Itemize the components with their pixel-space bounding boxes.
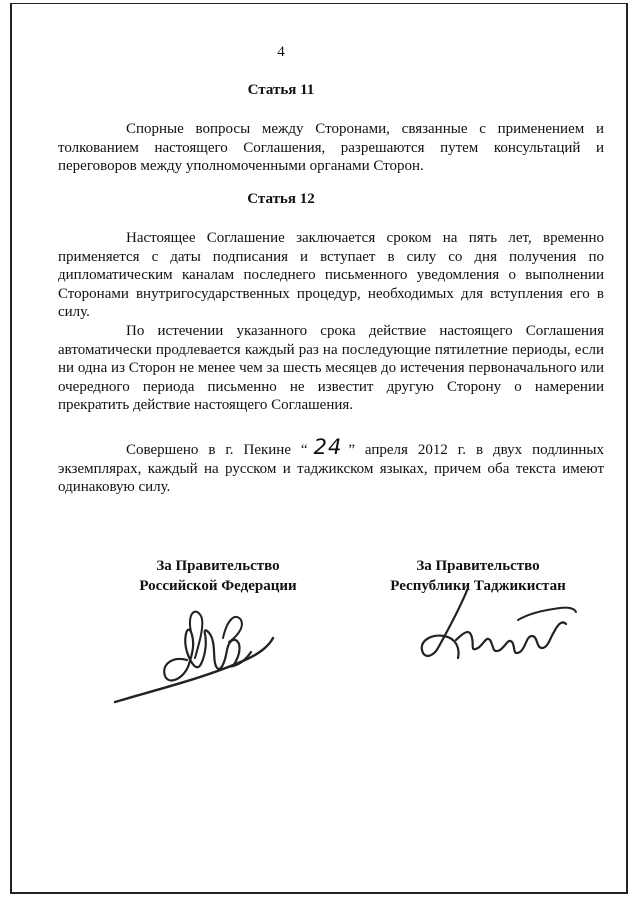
signature-left: [95, 598, 285, 710]
signatory-left-title: [98, 556, 338, 596]
signatory-left-line2: Российской Федерации: [139, 578, 297, 594]
signature-right: [408, 578, 588, 678]
article-11-text: Спорные вопросы между Сторонами, связанные с применением и толкованием настоящего Соглашения, разрешаются путем консультаций и переговоров между уполномоченными органами Сторон.: [58, 121, 604, 175]
article-11-heading: Статья 11: [247, 82, 315, 98]
page-number: 4: [277, 44, 285, 60]
article-12-paragraph-1: Настоящее Соглашение заключается сроком на пять лет, временно применяется с даты подписания и вступает в силу со дня получения по дипломатическим каналам последнего письменного уведомления о выполнении Сторонами внутригосударственных процедур, необходимых для вступления его в силу.: [58, 230, 604, 321]
handwritten-day: 24: [313, 435, 343, 459]
closing-suffix: ” апреля 2012 г. в двух подлинных экземплярах, каждый на русском и таджикском языках, причем оба текста имеют одинаковую силу.: [58, 442, 604, 496]
article-12-paragraph-2: По истечении указанного срока действие настоящего Соглашения автоматически продлевается каждый раз на последующие пятилетние периоды, если ни одна из Сторон не менее чем за шесть месяцев до истечения первоначального или очередного периода письменно не известит другую Сторону о намерении прекратить действие настоящего Соглашения.: [58, 323, 604, 414]
closing-paragraph: [58, 435, 604, 497]
signatory-right-line1: За Правительство: [416, 558, 540, 574]
signatory-right-line2: Республики Таджикистан: [390, 578, 566, 594]
closing-prefix: Совершено в г. Пекине “: [126, 442, 308, 458]
article-12-heading: Статья 12: [247, 191, 315, 207]
signatory-left-line1: За Правительство: [156, 558, 280, 574]
